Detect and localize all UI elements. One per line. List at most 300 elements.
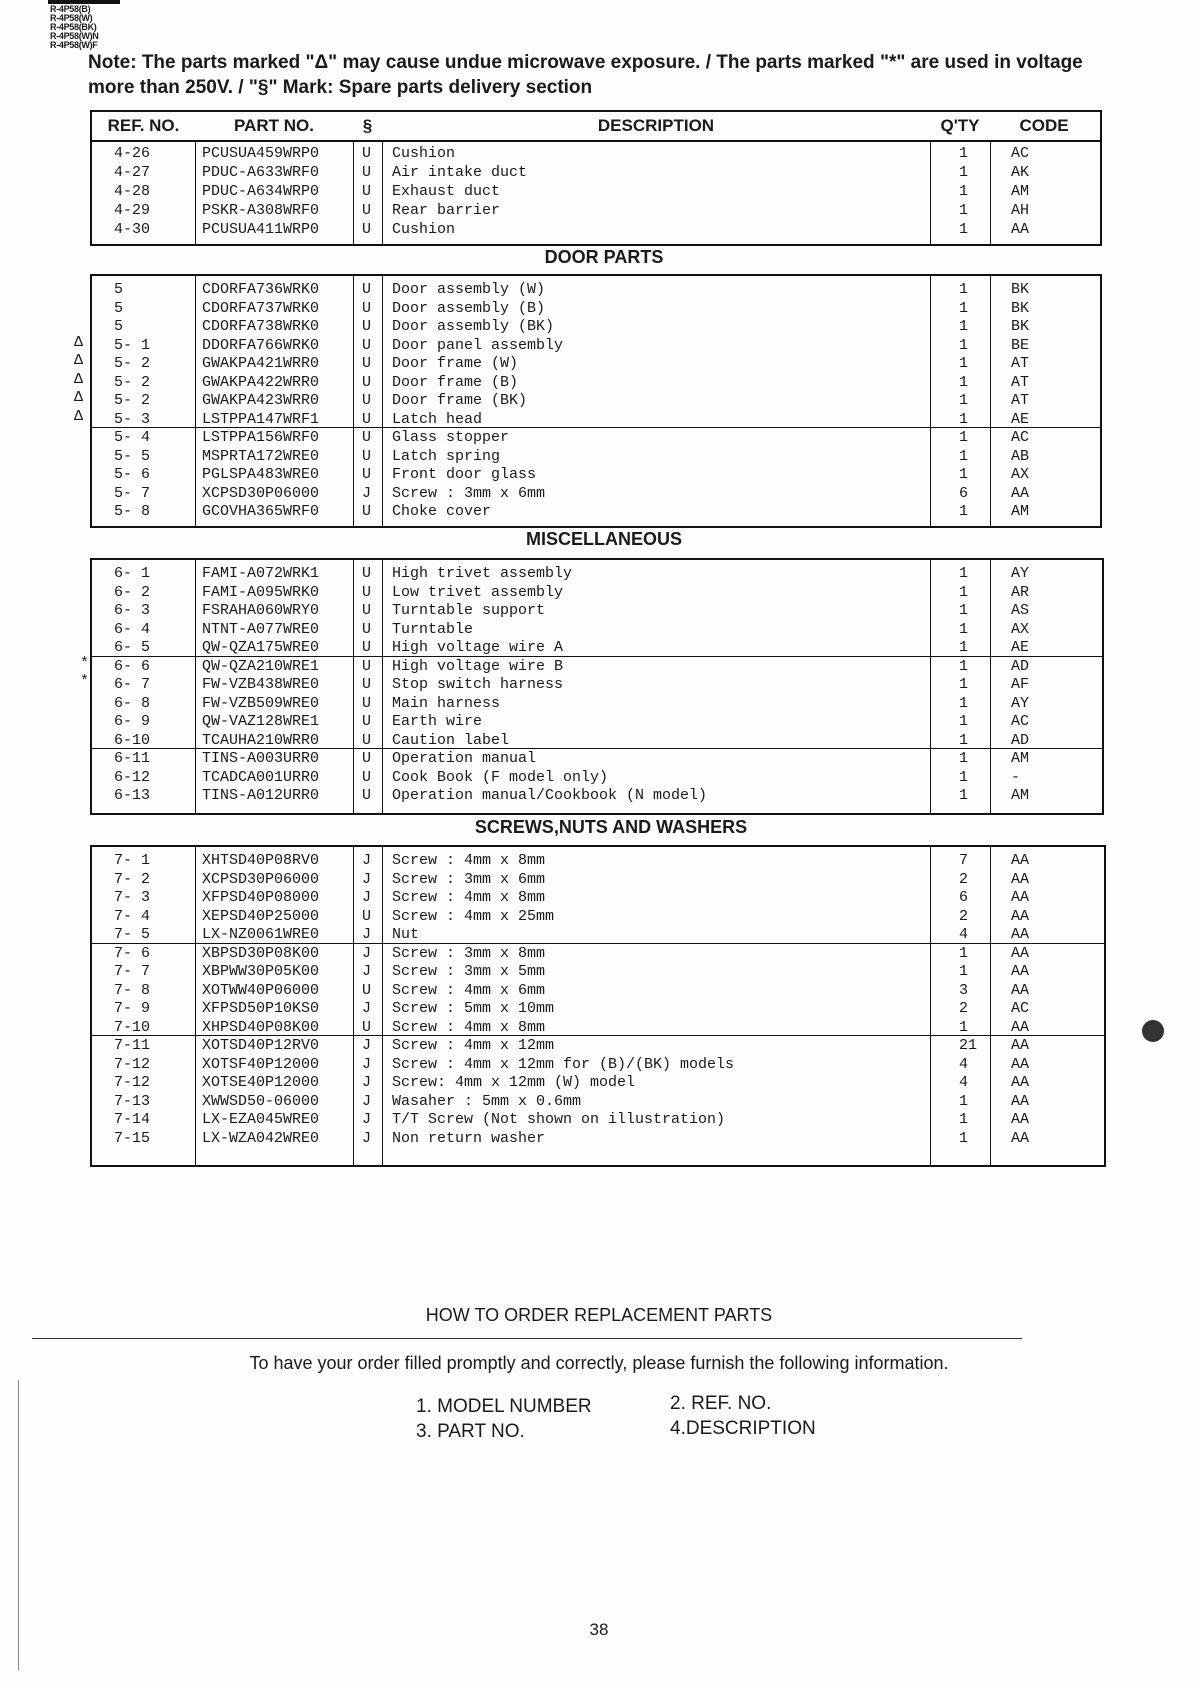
ref-no: 6-13 bbox=[114, 787, 151, 804]
quantity: 3 bbox=[959, 981, 969, 999]
table-row bbox=[92, 657, 1102, 676]
description: Operation manual bbox=[392, 750, 537, 767]
header-ref: REF. NO. bbox=[107, 116, 180, 135]
ref-no: 7- 9 bbox=[114, 1000, 151, 1017]
table-row bbox=[92, 220, 1100, 239]
quantity: 1 bbox=[959, 731, 969, 749]
ref-no: 5 bbox=[114, 299, 124, 317]
table-row bbox=[92, 182, 1100, 201]
price-code: AA bbox=[1011, 852, 1030, 869]
quantity: 1 bbox=[959, 336, 969, 354]
quantity: 1 bbox=[959, 1018, 969, 1036]
description: Door assembly (B) bbox=[392, 299, 546, 317]
description: Wasaher : 5mm x 0.6mm bbox=[392, 1092, 582, 1110]
part-no: TCAUHA210WRR0 bbox=[202, 731, 320, 749]
price-code: BK bbox=[1011, 299, 1030, 317]
table-row bbox=[92, 1092, 1104, 1111]
ref-no: 6-11 bbox=[114, 750, 151, 767]
description: Screw : 4mm x 8mm bbox=[392, 1018, 546, 1036]
quantity: 4 bbox=[959, 1074, 969, 1091]
section-mark: J bbox=[362, 1000, 372, 1017]
table-row bbox=[92, 1073, 1104, 1092]
table-row bbox=[92, 1018, 1104, 1037]
part-no: TINS-A012URR0 bbox=[202, 787, 320, 804]
section-mark: U bbox=[362, 221, 372, 238]
ref-no: 7- 5 bbox=[114, 926, 151, 943]
ref-no: 5- 1 bbox=[114, 336, 151, 354]
ref-no: 6- 1 bbox=[114, 565, 151, 582]
table-row bbox=[92, 465, 1100, 484]
model-name: R-4P58(W) bbox=[50, 13, 93, 23]
description: Latch head bbox=[392, 410, 483, 428]
ref-no: 4-27 bbox=[114, 164, 151, 181]
quantity: 1 bbox=[959, 410, 969, 428]
table-row bbox=[92, 601, 1102, 620]
section-mark: U bbox=[362, 565, 372, 582]
row-group-divider bbox=[92, 943, 1104, 944]
section-mark: U bbox=[362, 299, 372, 317]
price-code: AC bbox=[1011, 145, 1030, 162]
quantity: 1 bbox=[959, 620, 969, 638]
section-mark: U bbox=[362, 318, 372, 335]
part-no: GWAKPA422WRR0 bbox=[202, 373, 320, 391]
description: High voltage wire A bbox=[392, 639, 564, 656]
quantity: 1 bbox=[959, 355, 969, 372]
description: Main harness bbox=[392, 694, 501, 712]
description: Door frame (W) bbox=[392, 355, 519, 372]
part-no: FAMI-A072WRK1 bbox=[202, 565, 320, 582]
description: Screw : 3mm x 8mm bbox=[392, 944, 546, 962]
section-mark: U bbox=[362, 503, 372, 520]
part-no: FAMI-A095WRK0 bbox=[202, 583, 320, 601]
ref-no: 7-11 bbox=[114, 1037, 151, 1054]
ref-no: 6- 3 bbox=[114, 602, 151, 619]
table-row bbox=[92, 317, 1100, 336]
table-row bbox=[92, 749, 1102, 768]
part-no: LSTPPA147WRF1 bbox=[202, 410, 320, 428]
quantity: 1 bbox=[959, 963, 969, 980]
price-code: AT bbox=[1011, 392, 1030, 409]
quantity: 1 bbox=[959, 639, 969, 656]
section-mark: J bbox=[362, 926, 372, 943]
table-row bbox=[92, 428, 1100, 447]
quantity: 4 bbox=[959, 1055, 969, 1073]
section-mark: J bbox=[362, 1111, 372, 1128]
quantity: 1 bbox=[959, 1092, 969, 1110]
part-no: FW-VZB438WRE0 bbox=[202, 676, 320, 693]
row-group-divider bbox=[92, 656, 1102, 657]
parts-table-screws bbox=[90, 845, 1106, 1167]
ref-no: 6- 2 bbox=[114, 583, 151, 601]
section-mark: U bbox=[362, 1018, 372, 1036]
table-row bbox=[92, 981, 1104, 1000]
part-no: GCOVHA365WRF0 bbox=[202, 503, 320, 520]
section-mark: U bbox=[362, 164, 372, 181]
quantity: 1 bbox=[959, 713, 969, 730]
price-code: AE bbox=[1011, 639, 1030, 656]
section-mark: U bbox=[362, 731, 372, 749]
section-mark: U bbox=[362, 145, 372, 162]
price-code: AM bbox=[1011, 787, 1030, 804]
model-name: R-4P58(W)N bbox=[50, 31, 99, 41]
price-code: AA bbox=[1011, 1092, 1030, 1110]
price-code: AY bbox=[1011, 565, 1030, 582]
description: High voltage wire B bbox=[392, 657, 564, 675]
quantity: 1 bbox=[959, 281, 969, 298]
howto-title: HOW TO ORDER REPLACEMENT PARTS bbox=[425, 1305, 773, 1325]
section-mark: U bbox=[362, 713, 372, 730]
description: Screw : 4mm x 6mm bbox=[392, 981, 546, 999]
price-code: AA bbox=[1011, 926, 1030, 943]
description: Front door glass bbox=[392, 466, 537, 483]
microwave-exposure-mark: Δ bbox=[74, 370, 84, 388]
ref-no: 5- 4 bbox=[114, 429, 151, 446]
row-group-divider bbox=[92, 1035, 1104, 1036]
description: Turntable bbox=[392, 620, 474, 638]
price-code: AA bbox=[1011, 1129, 1030, 1147]
ref-no: 7-12 bbox=[114, 1055, 151, 1073]
part-no: LX-NZ0061WRE0 bbox=[202, 926, 320, 943]
quantity: 1 bbox=[959, 183, 969, 200]
quantity: 1 bbox=[959, 1111, 969, 1128]
quantity: 1 bbox=[959, 676, 969, 693]
section-mark: J bbox=[362, 1037, 372, 1054]
quantity: 1 bbox=[959, 565, 969, 582]
high-voltage-mark: * bbox=[80, 673, 90, 690]
price-code: AA bbox=[1011, 484, 1030, 502]
section-mark: U bbox=[362, 602, 372, 619]
description: Screw: 4mm x 12mm (W) model bbox=[392, 1074, 636, 1091]
quantity: 1 bbox=[959, 466, 969, 483]
row-group-divider bbox=[92, 427, 1100, 428]
price-code: AY bbox=[1011, 694, 1030, 712]
ref-no: 7-13 bbox=[114, 1092, 151, 1110]
price-code: AC bbox=[1011, 429, 1030, 446]
section-mark: U bbox=[362, 447, 372, 465]
part-no: XHTSD40P08RV0 bbox=[202, 852, 320, 869]
price-code: AM bbox=[1011, 183, 1030, 200]
model-name: R-4P58(W)F bbox=[50, 40, 98, 50]
part-no: GWAKPA423WRR0 bbox=[202, 392, 320, 409]
part-no: PCUSUA411WRP0 bbox=[202, 221, 320, 238]
ref-no: 7-14 bbox=[114, 1111, 151, 1128]
info-ref-no: 2. REF. NO. bbox=[670, 1393, 772, 1414]
part-no: PCUSUA459WRP0 bbox=[202, 145, 320, 162]
table-row bbox=[92, 1129, 1104, 1148]
section-mark: U bbox=[362, 620, 372, 638]
table-row bbox=[92, 1036, 1104, 1055]
table-row bbox=[92, 925, 1104, 944]
description: High trivet assembly bbox=[392, 565, 573, 582]
description: T/T Screw (Not shown on illustration) bbox=[392, 1111, 726, 1128]
description: Air intake duct bbox=[392, 164, 528, 181]
table-row bbox=[92, 851, 1104, 870]
ref-no: 4-30 bbox=[114, 221, 151, 238]
description: Door assembly (BK) bbox=[392, 318, 555, 335]
section-mark: U bbox=[362, 392, 372, 409]
part-no: XFPSD50P10KS0 bbox=[202, 1000, 320, 1017]
section-mark: U bbox=[362, 694, 372, 712]
section-mark: J bbox=[362, 1092, 372, 1110]
part-no: XWWSD50-06000 bbox=[202, 1092, 320, 1110]
table-row bbox=[92, 1110, 1104, 1129]
price-code: AA bbox=[1011, 1074, 1030, 1091]
quantity: 1 bbox=[959, 583, 969, 601]
part-no: PGLSPA483WRE0 bbox=[202, 466, 320, 483]
section-door-parts: DOOR PARTS bbox=[544, 247, 664, 267]
table-row bbox=[92, 731, 1102, 750]
ref-no: 7- 1 bbox=[114, 852, 151, 869]
description: Cushion bbox=[392, 145, 456, 162]
price-code: AA bbox=[1011, 907, 1030, 925]
howto-instructions: To have your order filled promptly and correctly, please furnish the following information. bbox=[249, 1353, 949, 1373]
part-no: XFPSD40P08000 bbox=[202, 889, 320, 906]
price-code: AT bbox=[1011, 355, 1030, 372]
ref-no: 6- 5 bbox=[114, 639, 151, 656]
ref-no: 6- 8 bbox=[114, 694, 151, 712]
microwave-exposure-mark: Δ bbox=[74, 352, 84, 369]
section-screws: SCREWS,NUTS AND WASHERS bbox=[474, 817, 748, 837]
section-mark: J bbox=[362, 1129, 372, 1147]
section-mark: U bbox=[362, 202, 372, 219]
scan-edge-line bbox=[18, 1380, 19, 1670]
price-code: AA bbox=[1011, 221, 1030, 238]
table-row bbox=[92, 163, 1100, 182]
header-qty: Q'TY bbox=[940, 116, 980, 135]
ref-no: 5- 5 bbox=[114, 447, 151, 465]
table-row bbox=[92, 962, 1104, 981]
description: Turntable support bbox=[392, 602, 546, 619]
quantity: 1 bbox=[959, 447, 969, 465]
section-mark: U bbox=[362, 639, 372, 656]
quantity: 1 bbox=[959, 392, 969, 409]
table-row bbox=[92, 564, 1102, 583]
ref-no: 7-10 bbox=[114, 1018, 151, 1036]
description: Screw : 3mm x 6mm bbox=[392, 484, 546, 502]
part-no: XEPSD40P25000 bbox=[202, 907, 320, 925]
section-mark: U bbox=[362, 373, 372, 391]
quantity: 2 bbox=[959, 1000, 969, 1017]
quantity: 1 bbox=[959, 318, 969, 335]
description: Cook Book (F model only) bbox=[392, 768, 609, 786]
ref-no: 7- 3 bbox=[114, 889, 151, 906]
price-code: AR bbox=[1011, 583, 1030, 601]
ref-no: 4-28 bbox=[114, 183, 151, 200]
table-row bbox=[92, 410, 1100, 429]
part-no: PDUC-A633WRF0 bbox=[202, 164, 320, 181]
part-no: CDORFA738WRK0 bbox=[202, 318, 320, 335]
description: Screw : 3mm x 5mm bbox=[392, 963, 546, 980]
section-mark: U bbox=[362, 466, 372, 483]
section-mark: U bbox=[362, 183, 372, 200]
part-no: QW-QZA210WRE1 bbox=[202, 657, 320, 675]
description: Screw : 5mm x 10mm bbox=[392, 1000, 555, 1017]
price-code: AC bbox=[1011, 1000, 1030, 1017]
description: Nut bbox=[392, 926, 420, 943]
table-row bbox=[92, 999, 1104, 1018]
ref-no: 5 bbox=[114, 281, 124, 298]
description: Low trivet assembly bbox=[392, 583, 564, 601]
table-row bbox=[92, 583, 1102, 602]
section-mark: J bbox=[362, 944, 372, 962]
ref-no: 6- 6 bbox=[114, 657, 151, 675]
table-row bbox=[92, 354, 1100, 373]
divider bbox=[32, 1338, 1022, 1339]
description: Exhaust duct bbox=[392, 183, 501, 200]
table-row bbox=[92, 675, 1102, 694]
table-row bbox=[92, 620, 1102, 639]
description: Earth wire bbox=[392, 713, 483, 730]
ref-no: 6- 7 bbox=[114, 676, 151, 693]
parts-table-misc bbox=[90, 558, 1104, 815]
description: Operation manual/Cookbook (N model) bbox=[392, 787, 708, 804]
price-code: - bbox=[1011, 768, 1021, 786]
section-mark: U bbox=[362, 410, 372, 428]
quantity: 21 bbox=[959, 1037, 978, 1054]
price-code: AM bbox=[1011, 750, 1030, 767]
description: Screw : 4mm x 12mm bbox=[392, 1037, 555, 1054]
quantity: 1 bbox=[959, 787, 969, 804]
part-no: XCPSD30P06000 bbox=[202, 484, 320, 502]
table-row bbox=[92, 447, 1100, 466]
ref-no: 7- 8 bbox=[114, 981, 151, 999]
section-mark: U bbox=[362, 429, 372, 446]
price-code: AA bbox=[1011, 944, 1030, 962]
section-miscellaneous: MISCELLANEOUS bbox=[525, 529, 682, 549]
section-mark: U bbox=[362, 336, 372, 354]
part-no: LX-EZA045WRE0 bbox=[202, 1111, 320, 1128]
model-name: R-4P58(B) bbox=[50, 4, 91, 14]
quantity: 1 bbox=[959, 202, 969, 219]
price-code: AE bbox=[1011, 410, 1030, 428]
description: Latch spring bbox=[392, 447, 501, 465]
part-no: QW-QZA175WRE0 bbox=[202, 639, 320, 656]
table-row bbox=[92, 944, 1104, 963]
section-mark: J bbox=[362, 852, 372, 869]
price-code: AA bbox=[1011, 1018, 1030, 1036]
part-no: NTNT-A077WRE0 bbox=[202, 620, 320, 638]
ref-no: 6-12 bbox=[114, 768, 151, 786]
price-code: AD bbox=[1011, 731, 1030, 749]
part-no: XOTWW40P06000 bbox=[202, 981, 320, 999]
quantity: 1 bbox=[959, 164, 969, 181]
quantity: 1 bbox=[959, 944, 969, 962]
quantity: 1 bbox=[959, 768, 969, 786]
part-no: LSTPPA156WRF0 bbox=[202, 429, 320, 446]
section-mark: J bbox=[362, 963, 372, 980]
ref-no: 4-29 bbox=[114, 202, 151, 219]
section-mark: J bbox=[362, 889, 372, 906]
part-no: XCPSD30P06000 bbox=[202, 870, 320, 888]
parts-table-cabinet bbox=[90, 110, 1102, 246]
description: Rear barrier bbox=[392, 202, 501, 219]
price-code: AA bbox=[1011, 1055, 1030, 1073]
part-no: MSPRTA172WRE0 bbox=[202, 447, 320, 465]
price-code: AS bbox=[1011, 602, 1030, 619]
part-no: CDORFA736WRK0 bbox=[202, 281, 320, 298]
description: Screw : 4mm x 8mm bbox=[392, 852, 546, 869]
description: Screw : 4mm x 12mm for (B)/(BK) models bbox=[392, 1055, 735, 1073]
description: Door frame (BK) bbox=[392, 392, 528, 409]
quantity: 1 bbox=[959, 299, 969, 317]
header-code: CODE bbox=[1019, 116, 1069, 135]
description: Glass stopper bbox=[392, 429, 510, 446]
quantity: 6 bbox=[959, 889, 969, 906]
part-no: GWAKPA421WRR0 bbox=[202, 355, 320, 372]
microwave-exposure-mark: Δ bbox=[74, 407, 84, 425]
table-row bbox=[92, 712, 1102, 731]
header-section: § bbox=[362, 116, 373, 135]
table-row bbox=[92, 888, 1104, 907]
part-no: FSRAHA060WRY0 bbox=[202, 602, 320, 619]
price-code: BE bbox=[1011, 336, 1030, 354]
quantity: 1 bbox=[959, 750, 969, 767]
ref-no: 5- 7 bbox=[114, 484, 151, 502]
description: Choke cover bbox=[392, 503, 492, 520]
section-mark: U bbox=[362, 676, 372, 693]
parts-table-door bbox=[90, 274, 1102, 528]
quantity: 7 bbox=[959, 852, 969, 869]
part-no: PSKR-A308WRF0 bbox=[202, 202, 320, 219]
price-code: AB bbox=[1011, 447, 1030, 465]
table-row bbox=[92, 336, 1100, 355]
price-code: AD bbox=[1011, 657, 1030, 675]
table-row bbox=[92, 694, 1102, 713]
description: Door assembly (W) bbox=[392, 281, 546, 298]
ref-no: 4-26 bbox=[114, 145, 151, 162]
price-code: AA bbox=[1011, 1037, 1030, 1054]
description: Non return washer bbox=[392, 1129, 546, 1147]
quantity: 6 bbox=[959, 484, 969, 502]
table-row bbox=[92, 638, 1102, 657]
info-part-no: 3. PART NO. bbox=[416, 1421, 525, 1442]
section-mark: U bbox=[362, 583, 372, 601]
table-row bbox=[92, 201, 1100, 220]
price-code: BK bbox=[1011, 281, 1030, 298]
header-part: PART NO. bbox=[234, 116, 314, 135]
ref-no: 7- 2 bbox=[114, 870, 151, 888]
part-no: TINS-A003URR0 bbox=[202, 750, 320, 767]
quantity: 1 bbox=[959, 1129, 969, 1147]
price-code: AC bbox=[1011, 713, 1030, 730]
section-mark: U bbox=[362, 787, 372, 804]
model-list bbox=[50, 5, 99, 50]
price-code: AX bbox=[1011, 620, 1030, 638]
table-row bbox=[92, 768, 1102, 787]
price-code: AM bbox=[1011, 503, 1030, 520]
high-voltage-mark: * bbox=[80, 654, 90, 672]
price-code: AH bbox=[1011, 202, 1030, 219]
description: Screw : 4mm x 25mm bbox=[392, 907, 555, 925]
table-row bbox=[92, 907, 1104, 926]
table-row bbox=[92, 391, 1100, 410]
price-code: AT bbox=[1011, 373, 1030, 391]
quantity: 1 bbox=[959, 373, 969, 391]
quantity: 1 bbox=[959, 429, 969, 446]
ref-no: 5- 2 bbox=[114, 392, 151, 409]
section-mark: J bbox=[362, 1055, 372, 1073]
price-code: BK bbox=[1011, 318, 1030, 335]
description: Stop switch harness bbox=[392, 676, 564, 693]
info-model-number: 1. MODEL NUMBER bbox=[416, 1396, 592, 1417]
section-mark: U bbox=[362, 281, 372, 298]
price-code: AA bbox=[1011, 870, 1030, 888]
part-no: QW-VAZ128WRE1 bbox=[202, 713, 320, 730]
part-no: LX-WZA042WRE0 bbox=[202, 1129, 320, 1147]
ref-no: 7- 7 bbox=[114, 963, 151, 980]
ref-no: 6- 4 bbox=[114, 620, 151, 638]
section-mark: U bbox=[362, 768, 372, 786]
